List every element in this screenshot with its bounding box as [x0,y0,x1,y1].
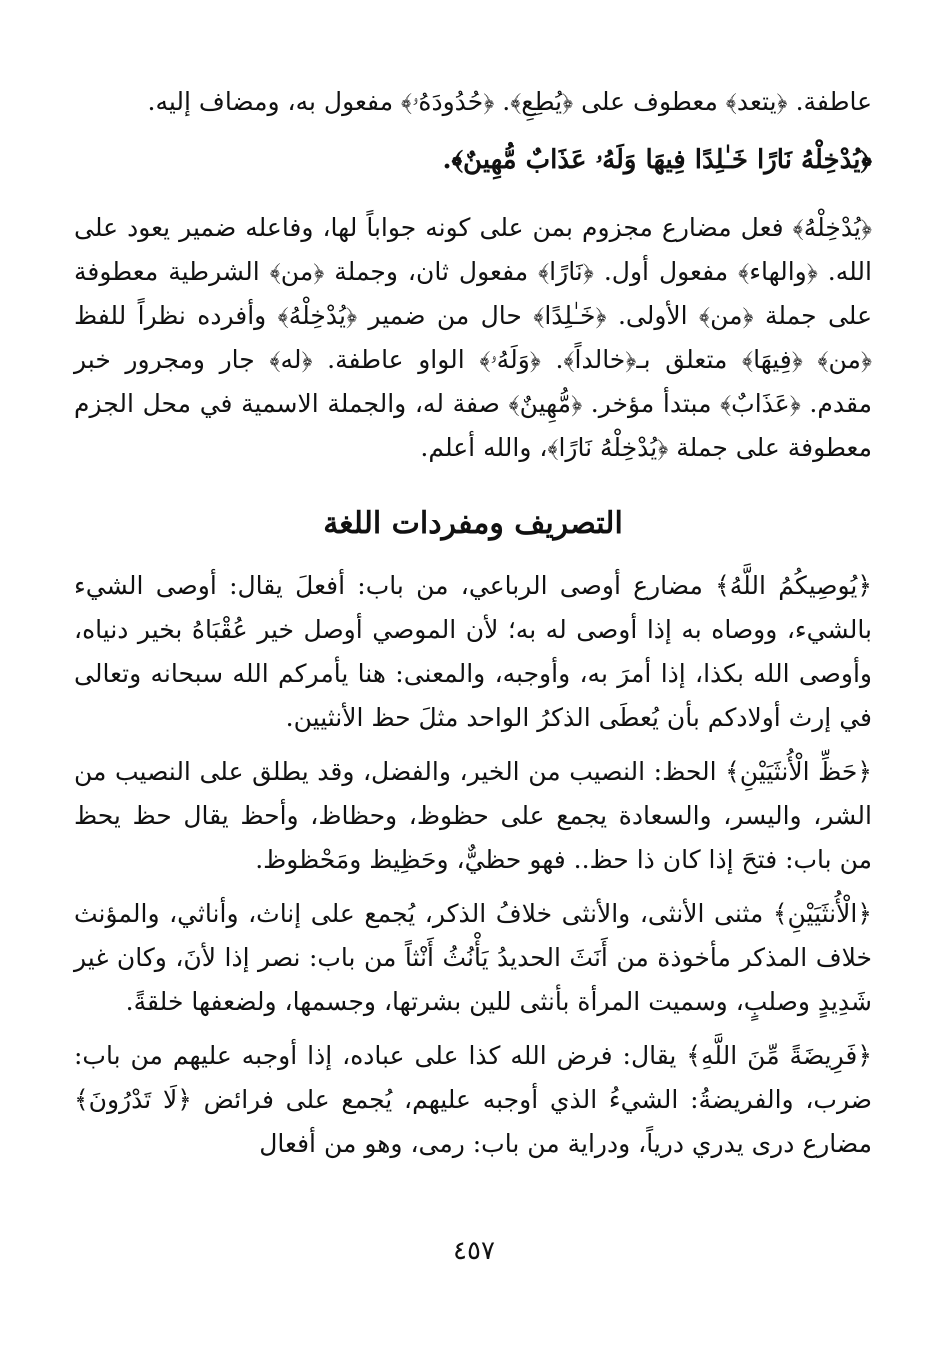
paragraph-yusikum: ﴿يُوصِيكُمُ اللَّهُ﴾ مضارع أوصى الرباعي، من باب: أفعلَ يقال: أوصى الشيء بالشيء، ووصاه به إذا أوصى له به؛ لأن الموصي أوصل خير عُقْبَاهُ بخير دنياه، وأوصى الله بكذا، إذا أمرَ به، وأوجبه، والمعنى: هنا يأمركم الله سبحانه وتعالى في إرث أولادكم بأن يُعطَى الذكرُ الواحد مثلَ حظ الأنثيين. [74,571,872,732]
paragraph-grammar: ﴿يُدْخِلْهُ﴾ فعل مضارع مجزوم بمن على كونه جواباً لها، وفاعله ضمير يعود على الله. ﴿والهاء﴾ مفعول أول. ﴿نَارًا﴾ مفعول ثان، وجملة ﴿من﴾ الشرطية معطوفة على جملة ﴿من﴾ الأولى. ﴿خَـٰلِدًا﴾ حال من ضمير ﴿يُدْخِلْهُ﴾ وأفرده نظراً للفظ ﴿من﴾ ﴿فِيهَا﴾ متعلق بـ﴿خالداً﴾. ﴿وَلَهُۥ﴾ الواو عاطفة. ﴿له﴾ جار ومجرور خبر مقدم. ﴿عَذَابٌ﴾ مبتدأ مؤخر. ﴿مُّهِينٌ﴾ صفة له، والجملة الاسمية في محل الجزم معطوفة على جملة ﴿يُدْخِلْهُ نَارًا﴾، والله أعلم. [74,213,872,462]
page-body [74,80,872,1176]
section-title: التصريف ومفردات اللغة [323,506,623,541]
paragraph-unthayayn: ﴿الْأُنثَيَيْنِ﴾ مثنى الأنثى، والأنثى خلافُ الذكر، يُجمع على إناث، وأناثي، والمؤنث خلاف المذكر مأخوذة من أَنَثَ الحديدُ يَأْنُثُ أَنْثاً من باب: نصر إذا لأنَ، وكان غير شَدِيدٍ وصلبٍ، وسميت المرأة بأنثى للين بشرتها، وجسمها، ولضعفها خلقةً. [74,899,872,1016]
quran-verse: ﴿يُدْخِلْهُ نَارًا خَـٰلِدًا فِيهَا وَلَهُۥ عَذَابٌ مُّهِينٌ﴾. [442,145,872,175]
paragraph-hazz: ﴿حَظِّ الْأُنثَيَيْنِ﴾ الحظ: النصيب من الخير، والفضل، وقد يطلق على النصيب من الشر، واليسر، والسعادة يجمع على حظوظ، وحظاظ، وأحظ يقال حظ يحظ من باب: فتحَ إذا كان ذا حظ.. فهو حظيٌّ، وحَظِيظ ومَحْظوظ. [74,757,873,874]
paragraph-intro: عاطفة. ﴿يتعد﴾ معطوف على ﴿يُطِعِ﴾. ﴿حُدُودَهُۥ﴾ مفعول به، ومضاف إليه. [147,87,872,116]
paragraph-farida: ﴿فَرِيضَةً مِّنَ اللَّهِ﴾ يقال: فرض الله كذا على عباده، إذا أوجبه عليهم من باب: ضرب، والفريضةُ: الشيءُ الذي أوجبه عليهم، يُجمع على فرائض ﴿لَا تَدْرُونَ﴾ مضارع درى يدري درياً، ودراية من باب: رمى، وهو من أفعال [74,1041,872,1158]
page-number: ٤٥٧ [453,1236,495,1266]
